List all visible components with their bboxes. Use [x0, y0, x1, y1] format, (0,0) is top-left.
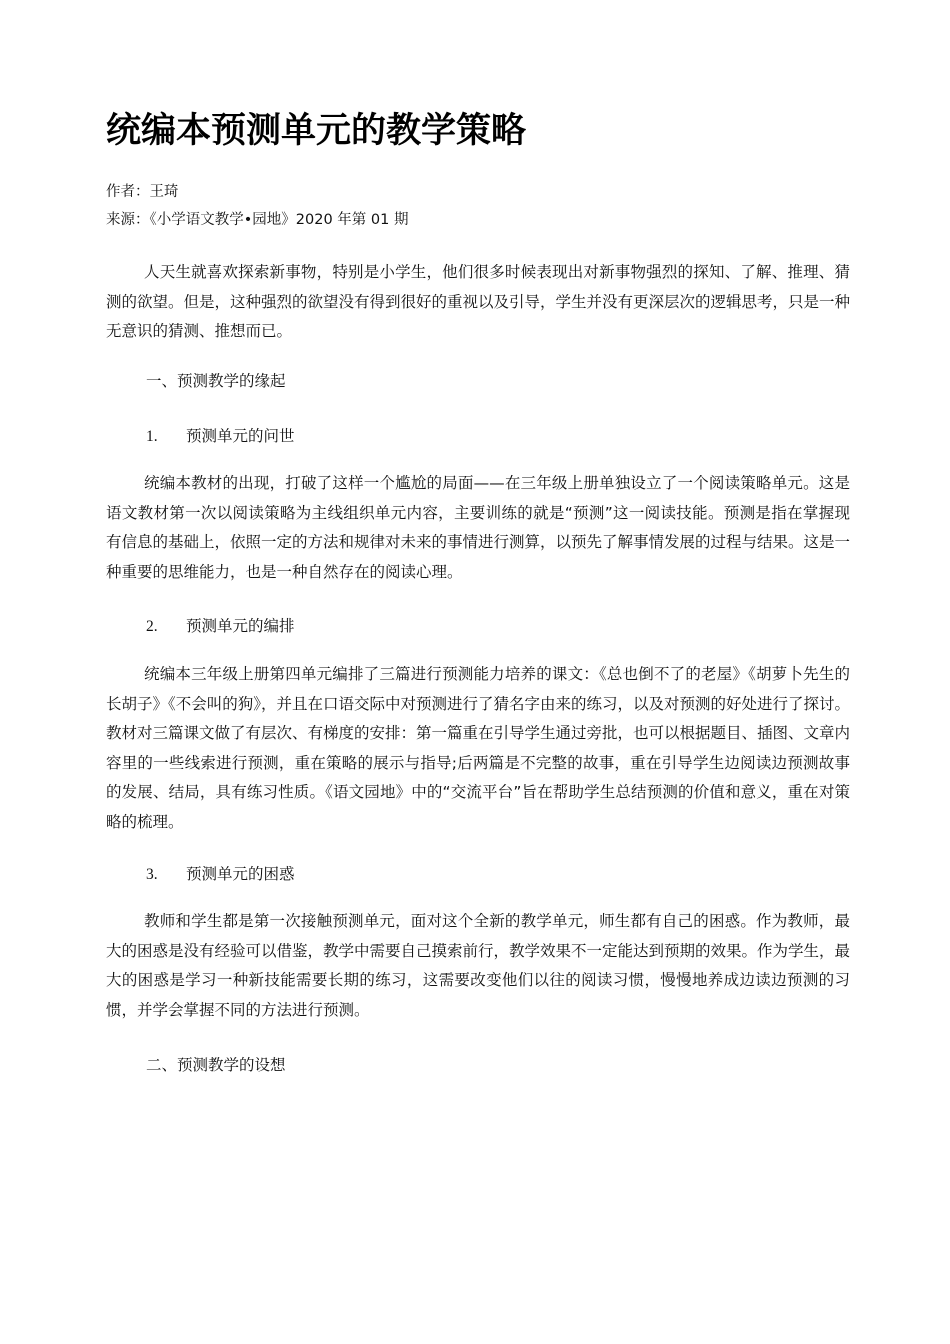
subsection-number: 2. [146, 618, 158, 635]
paragraph-intro: 人天生就喜欢探索新事物，特别是小学生，他们很多时候表现出对新事物强烈的探知、了解、推理、猜测的欲望。但是，这种强烈的欲望没有得到很好的重视以及引导，学生并没有更深层次的逻辑思考，只是一种无意识的猜测、推想而已。 [106, 263, 851, 340]
subsection-title: 预测单元的困惑 [186, 865, 295, 883]
source-line: 来源：《小学语文教学•园地》2020 年第 01 期 [106, 212, 409, 228]
article-title: 统编本预测单元的教学策略 [106, 111, 527, 151]
section-heading-2: 二、预测教学的设想 [146, 1056, 286, 1074]
section-heading-1: 一、预测教学的缘起 [146, 372, 286, 390]
paragraph-origin: 统编本教材的出现，打破了这样一个尴尬的局面——在三年级上册单独设立了一个阅读策略单元。这是语文教材第一次以阅读策略为主线组织单元内容，主要训练的就是“预测”这一阅读技能。预测是指在掌握现有信息的基础上，依照一定的方法和规律对未来的事情进行测算，以预先了解事情发展的过程与结果。这是一种重要的思维能力，也是一种自然存在的阅读心理。 [106, 474, 851, 581]
paragraph-confusion: 教师和学生都是第一次接触预测单元，面对这个全新的教学单元，师生都有自己的困惑。作为教师，最大的困惑是没有经验可以借鉴，教学中需要自己摸索前行，教学效果不一定能达到预期的效果。作为学生，最大的困惑是学习一种新技能需要长期的练习，这需要改变他们以往的阅读习惯，慢慢地养成边读边预测的习惯，并学会掌握不同的方法进行预测。 [106, 912, 851, 1019]
subsection-number: 1. [146, 428, 158, 445]
subsection-heading-3 [146, 861, 295, 888]
subsection-heading-1 [146, 423, 295, 450]
subsection-title: 预测单元的编排 [186, 617, 295, 635]
author-line: 作者：王琦 [106, 184, 179, 200]
subsection-number: 3. [146, 866, 158, 883]
subsection-heading-2 [146, 613, 295, 640]
paragraph-arrangement: 统编本三年级上册第四单元编排了三篇进行预测能力培养的课文：《总也倒不了的老屋》《胡萝卜先生的长胡子》《不会叫的狗》，并且在口语交际中对预测进行了猜名字由来的练习，以及对预测的好处进行了探讨。教材对三篇课文做了有层次、有梯度的安排：第一篇重在引导学生通过旁批，也可以根据题目、插图、文章内容里的一些线索进行预测，重在策略的展示与指导;后两篇是不完整的故事，重在引导学生边阅读边预测故事的发展、结局，具有练习性质。《语文园地》中的“交流平台”旨在帮助学生总结预测的价值和意义，重在对策略的梳理。 [106, 665, 851, 831]
subsection-title: 预测单元的问世 [186, 427, 295, 445]
